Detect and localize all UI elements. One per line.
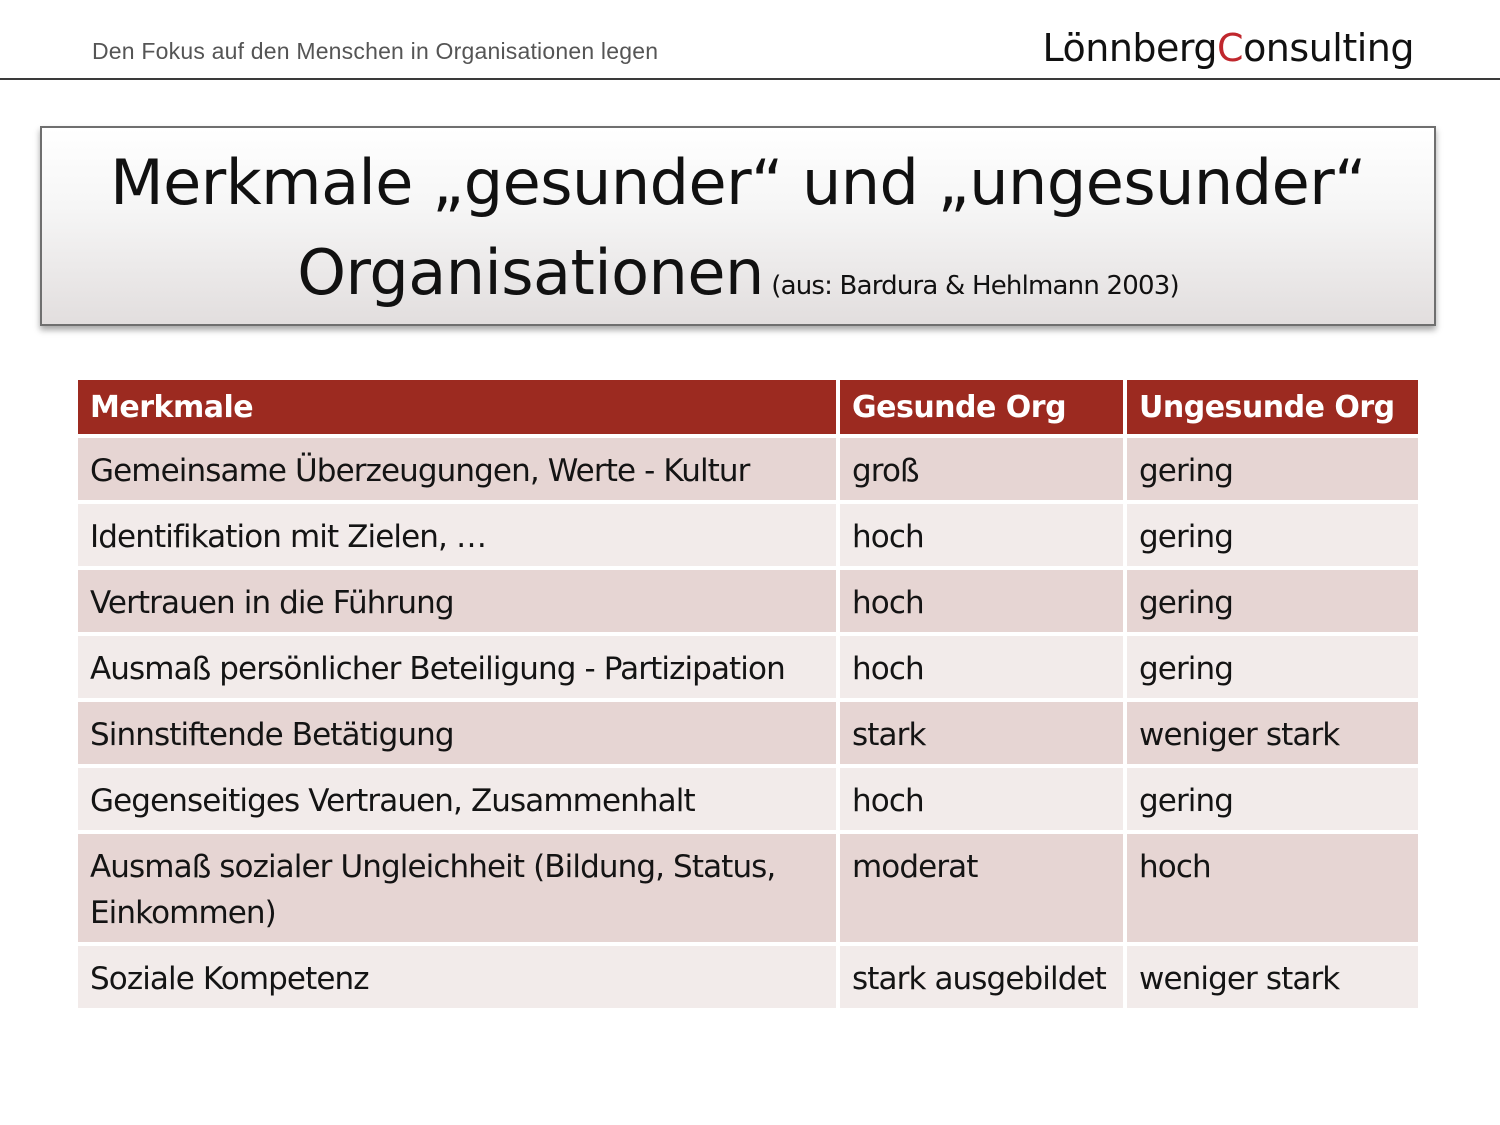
cell-gesund: hoch xyxy=(840,636,1123,698)
column-header-ungesunde-org: Ungesunde Org xyxy=(1127,380,1418,434)
table-row xyxy=(78,834,1418,942)
table-row xyxy=(78,702,1418,764)
cell-ungesund: gering xyxy=(1127,504,1418,566)
brand-logo xyxy=(1043,26,1414,70)
slide-title-line1: Merkmale „gesunder“ und „ungesunder“ xyxy=(110,146,1366,219)
cell-gesund: stark xyxy=(840,702,1123,764)
header-bar xyxy=(0,0,1500,80)
slide-title-line2 xyxy=(42,236,1434,309)
cell-gesund: hoch xyxy=(840,504,1123,566)
cell-gesund: hoch xyxy=(840,768,1123,830)
cell-merkmal: Ausmaß persönlicher Beteiligung - Partizipation xyxy=(78,636,836,698)
brand-name-part2: onsulting xyxy=(1243,26,1414,70)
comparison-table xyxy=(74,376,1422,1012)
table-row xyxy=(78,636,1418,698)
slide-title-main: Organisationen xyxy=(297,236,764,309)
cell-gesund: groß xyxy=(840,438,1123,500)
cell-ungesund: hoch xyxy=(1127,834,1418,942)
column-header-merkmale: Merkmale xyxy=(78,380,836,434)
header-tagline: Den Fokus auf den Menschen in Organisationen legen xyxy=(92,38,659,64)
brand-name-part1: Lönnberg xyxy=(1042,26,1218,70)
cell-ungesund: weniger stark xyxy=(1127,702,1418,764)
column-header-gesunde-org: Gesunde Org xyxy=(840,380,1123,434)
cell-ungesund: gering xyxy=(1127,768,1418,830)
cell-merkmal: Identifikation mit Zielen, … xyxy=(78,504,836,566)
table-row xyxy=(78,768,1418,830)
cell-gesund: stark ausgebildet xyxy=(840,946,1123,1008)
cell-merkmal: Soziale Kompetenz xyxy=(78,946,836,1008)
cell-gesund: moderat xyxy=(840,834,1123,942)
table-row xyxy=(78,570,1418,632)
cell-merkmal: Vertrauen in die Führung xyxy=(78,570,836,632)
slide-title-source: (aus: Bardura & Hehlmann 2003) xyxy=(763,271,1179,301)
table-row xyxy=(78,504,1418,566)
table-row xyxy=(78,946,1418,1008)
slide-title-box xyxy=(40,126,1436,326)
brand-accent-letter: C xyxy=(1217,26,1244,70)
cell-ungesund: gering xyxy=(1127,570,1418,632)
cell-ungesund: gering xyxy=(1127,438,1418,500)
cell-ungesund: gering xyxy=(1127,636,1418,698)
cell-merkmal: Gegenseitiges Vertrauen, Zusammenhalt xyxy=(78,768,836,830)
cell-gesund: hoch xyxy=(840,570,1123,632)
cell-ungesund: weniger stark xyxy=(1127,946,1418,1008)
table-header-row xyxy=(78,380,1418,434)
cell-merkmal: Ausmaß sozialer Ungleichheit (Bildung, Status, Einkommen) xyxy=(78,834,836,942)
table-row xyxy=(78,438,1418,500)
cell-merkmal: Sinnstiftende Betätigung xyxy=(78,702,836,764)
cell-merkmal: Gemeinsame Überzeugungen, Werte - Kultur xyxy=(78,438,836,500)
